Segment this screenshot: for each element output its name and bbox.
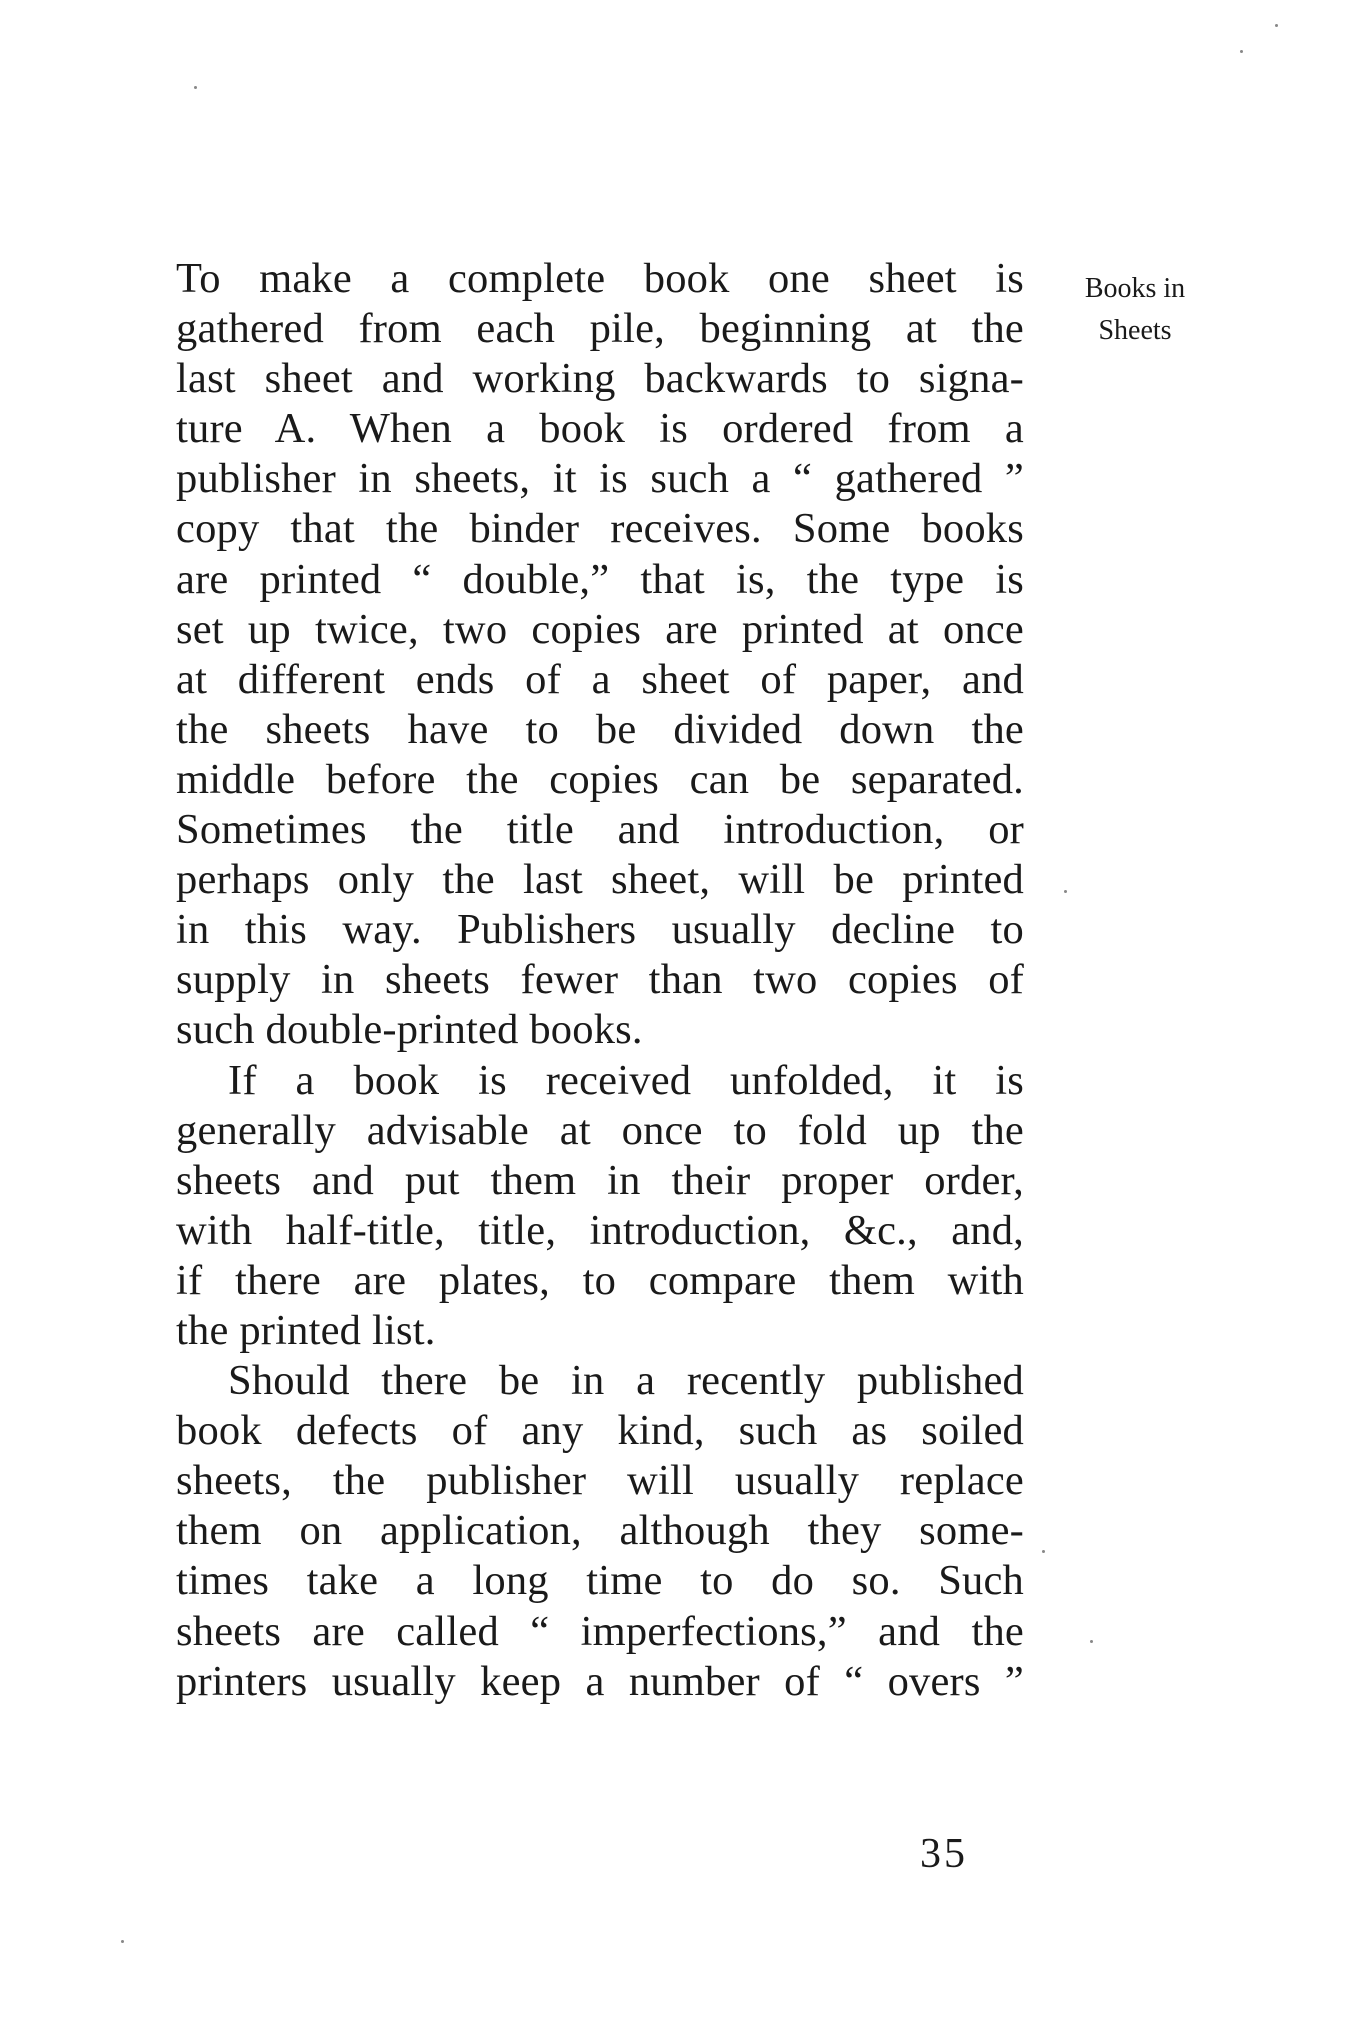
text-line-paragraph-start: If a book is received unfolded, it is — [228, 1056, 1024, 1104]
text-line: set up twice, two copies are printed at once — [176, 605, 1024, 653]
text-line: supply in sheets fewer than two copies of — [176, 956, 1024, 1004]
text-line: are printed “ double,” that is, the type is — [176, 555, 1024, 603]
marginal-note — [1060, 268, 1210, 352]
text-line-paragraph-end: the printed list. — [176, 1306, 436, 1354]
page-number: 35 — [920, 1831, 968, 1877]
text-line: gathered from each pile, beginning at the — [176, 305, 1024, 353]
text-line: times take a long time to do so. Such — [176, 1557, 1024, 1605]
text-line: sheets and put them in their proper order, — [176, 1156, 1024, 1204]
text-line: printers usually keep a number of “ overs ” — [176, 1657, 1024, 1705]
marginal-note-line-2: Sheets — [1098, 315, 1172, 346]
paper-speck — [1275, 24, 1278, 27]
text-line: generally advisable at once to fold up the — [176, 1106, 1024, 1154]
text-line: ture A. When a book is ordered from a — [176, 405, 1024, 453]
text-line: middle before the copies can be separated. — [176, 755, 1024, 803]
text-line: Sometimes the title and introduction, or — [176, 806, 1024, 854]
paper-speck — [1042, 1550, 1045, 1553]
text-line: if there are plates, to compare them with — [176, 1256, 1024, 1304]
text-line: the sheets have to be divided down the — [176, 705, 1024, 753]
marginal-note-line-1: Books in — [1084, 273, 1186, 304]
text-line: perhaps only the last sheet, will be printed — [176, 856, 1024, 904]
body-text — [176, 254, 1024, 1707]
text-line-paragraph-start: Should there be in a recently published — [228, 1357, 1024, 1405]
text-line: them on application, although they some- — [176, 1507, 1024, 1555]
text-line-paragraph-end: such double-printed books. — [176, 1006, 643, 1054]
text-line: publisher in sheets, it is such a “ gathered ” — [176, 455, 1024, 503]
text-line: at different ends of a sheet of paper, and — [176, 655, 1024, 703]
paper-speck — [194, 86, 197, 89]
paper-speck — [1090, 1640, 1093, 1643]
paper-speck — [121, 1940, 124, 1943]
text-line: To make a complete book one sheet is — [176, 255, 1024, 302]
text-line: last sheet and working backwards to signa- — [176, 355, 1024, 403]
text-line: book defects of any kind, such as soiled — [176, 1407, 1024, 1455]
text-line: sheets, the publisher will usually replace — [176, 1457, 1024, 1505]
paper-speck — [1240, 50, 1243, 53]
text-line: copy that the binder receives. Some books — [176, 505, 1024, 553]
text-line: in this way. Publishers usually decline to — [176, 906, 1024, 954]
text-line: with half-title, title, introduction, &c., and, — [176, 1206, 1024, 1254]
text-line: sheets are called “ imperfections,” and the — [176, 1607, 1024, 1655]
paper-speck — [1064, 890, 1067, 893]
